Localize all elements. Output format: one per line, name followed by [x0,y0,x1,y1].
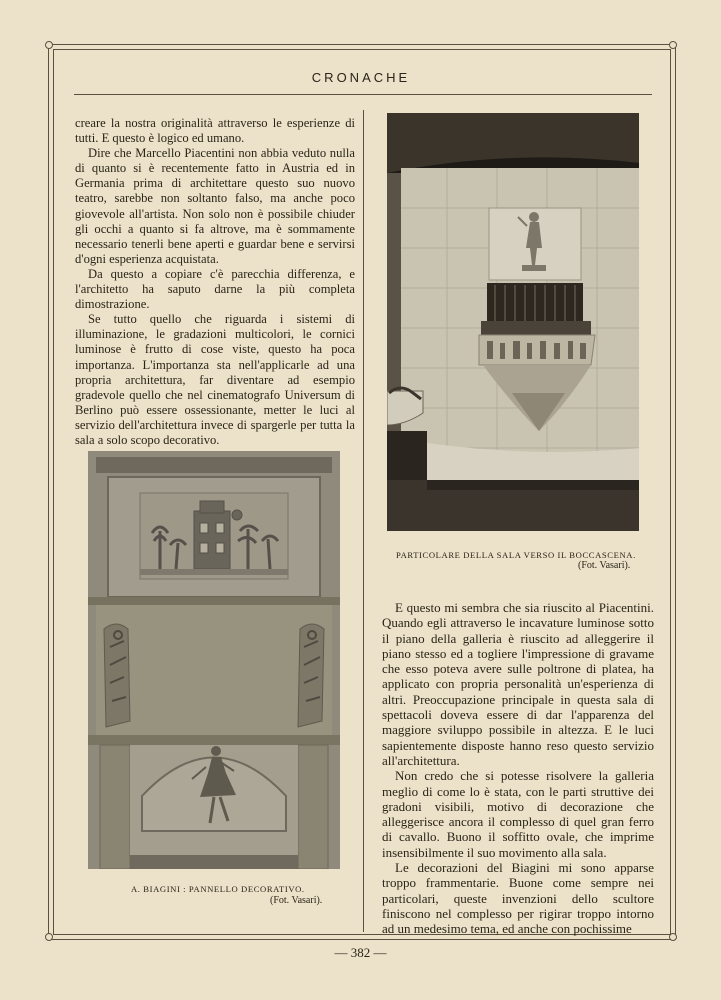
photo-credit: (Fot. Vasari). [578,560,631,571]
paragraph: E questo mi sembra che sia riuscito al Piacentini. Quando egli attraverso le incavature luminose sotto il piano della galleria è riuscito ad alleggerire il piano stesso ed a togliere l'impressione di gravame che esso poteva avere sulle poltrone di platea, ha applicato con propria personalità un'esperienza di altri. Preoccupazione principale in questa sala di spettacoli doveva essere di dar l'apparenza del maggiore sviluppo possibile in altezza. E le luci sapientemente disposte hanno reso questo servizio all'architettura. [382,600,654,768]
frame-corner-ornament [45,41,53,49]
frame-corner-ornament [669,933,677,941]
right-text-column [382,600,654,937]
paragraph: Se tutto quello che riguarda i sistemi di illuminazione, le gradazioni multicolori, le cornici luminose è frutto di cose viste, questo ha poca importanza. L'importanza sta nell'applicarle ad una propria architettura, far diventare ad esempio gradevole quello che nel cinematografo Universum di Berlino può essere ossessionante, metter le luci al servizio dell'architettura invece di spargerle per tutta la sala a solo scopo decorativo. [75,312,355,447]
theatre-interior-photo [387,113,639,531]
photo-credit: (Fot. Vasari). [270,895,323,906]
decorative-panel-photo [88,451,340,869]
paragraph: Non credo che si potesse risolvere la galleria meglio di come lo è stata, con le parti struttive dei gradoni visibili, motivo di decorazione che alleggerisce ancora il complesso di quel gran ferro di cavallo. Buono il soffitto ovale, che imprime insensibilmente il suo movimento alla sala. [382,768,654,860]
frame-corner-ornament [45,933,53,941]
paragraph: Le decorazioni del Biagini mi sono apparse troppo frammentarie. Buone come sempre nei particolari, queste invenzioni dello scultore finiscono nel complesso per rigirar troppo intorno ad un medesimo tema, ed anche con pochissime [382,860,654,937]
header-rule [74,94,652,95]
frame-corner-ornament [669,41,677,49]
left-text-column [75,116,355,448]
page-number: — 382 — [334,945,387,960]
column-divider [363,110,364,932]
running-head-title: CRONACHE [311,70,411,85]
figure-caption: A. BIAGINI : PANNELLO DECORATIVO. [131,884,305,894]
paragraph: creare la nostra originalità attraverso le esperienze di tutti. E questo è logico ed umano. [75,116,355,146]
paragraph: Da questo a copiare c'è parecchia differenza, e l'architetto ha saputo darne la più completa dimostrazione. [75,266,355,312]
paragraph: Dire che Marcello Piacentini non abbia veduto nulla di quanto si è recentemente fatto in Austria ed in Germania prima di architettare questo suo nuovo teatro, sarebbe non soltanto falso, ma anche poco giovevole all'artista. Non solo non è possibile chiuder gli occhi a quanto si fa altrove, ma è sommamente necessario tenerli bene aperti e guardar bene e servirsi d'ogni esperienza acquistata. [75,146,355,266]
figure-caption: PARTICOLARE DELLA SALA VERSO IL BOCCASCENA. [396,550,636,560]
